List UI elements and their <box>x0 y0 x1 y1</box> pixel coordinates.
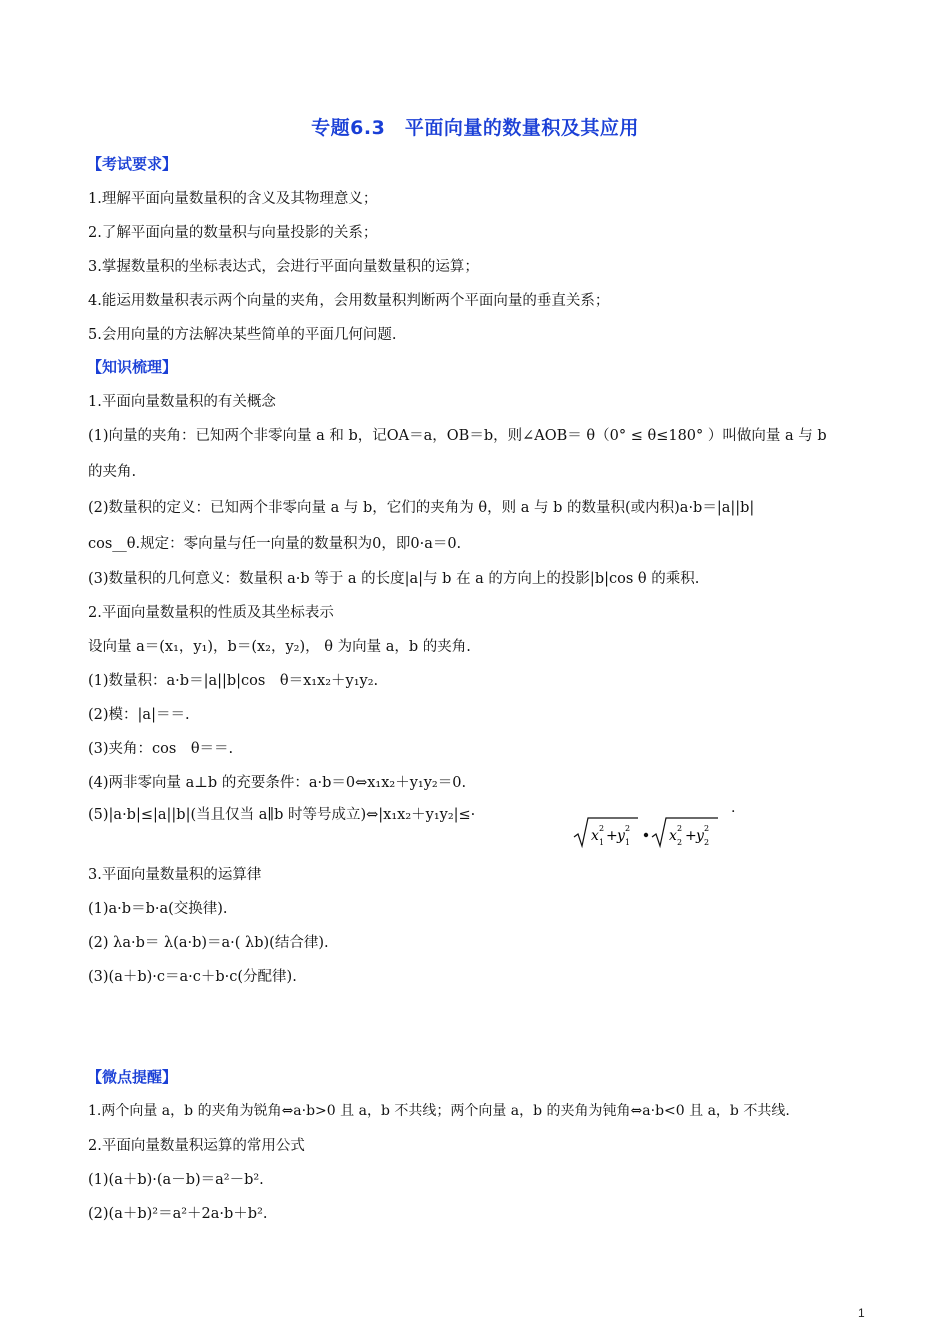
svg-text:2: 2 <box>599 824 605 833</box>
svg-text:2: 2 <box>677 838 683 847</box>
knowledge-line: 2.平面向量数量积的性质及其坐标表示 <box>88 605 334 621</box>
knowledge-line: (5)|a·b|≤|a||b|(当且仅当 a∥b 时等号成立)⇔|x₁x₂＋y₁y₂|≤· <box>88 807 476 823</box>
exam-item-2: 2.了解平面向量的数量积与向量投影的关系； <box>88 225 378 241</box>
svg-text:+: + <box>606 828 618 844</box>
tips-line: (2)(a＋b)²＝a²＋2a·b＋b². <box>88 1206 268 1222</box>
knowledge-line: (1)数量积：a·b＝|a||b|cos θ＝x₁x₂＋y₁y₂. <box>88 673 379 689</box>
knowledge-line: cos__θ.规定：零向量与任一向量的数量积为0，即0·a＝0. <box>88 536 462 552</box>
svg-text:2: 2 <box>704 838 710 847</box>
knowledge-line: 设向量 a＝(x₁，y₁)，b＝(x₂，y₂)， θ 为向量 a，b 的夹角. <box>88 639 471 655</box>
svg-text:y: y <box>617 828 625 844</box>
tips-line: 2.平面向量数量积运算的常用公式 <box>88 1138 305 1154</box>
knowledge-line: 的夹角. <box>88 464 137 480</box>
knowledge-line: (3)数量积的几何意义：数量积 a·b 等于 a 的长度|a|与 b 在 a 的方向上的投影|b|cos θ 的乘积. <box>88 571 700 587</box>
svg-text:2: 2 <box>704 824 710 833</box>
knowledge-line: (4)两非零向量 a⊥b 的充要条件：a·b＝0⇔x₁x₂＋y₁y₂＝0. <box>88 775 467 791</box>
svg-text:x: x <box>591 828 599 844</box>
knowledge-line: (2)数量积的定义：已知两个非零向量 a 与 b，它们的夹角为 θ，则 a 与 b 的数量积(或内积)a·b＝|a||b| <box>88 500 755 516</box>
knowledge-line: (2) λa·b＝ λ(a·b)＝a·( λb)(结合律). <box>88 935 329 951</box>
sqrt-product-formula <box>572 815 730 849</box>
svg-text:2: 2 <box>625 824 631 833</box>
section-heading-exam: 【考试要求】 <box>87 155 178 173</box>
exam-item-4: 4.能运用数量积表示两个向量的夹角，会用数量积判断两个平面向量的垂直关系； <box>88 293 610 309</box>
page-title: 专题6.3 平面向量的数量积及其应用 <box>311 117 639 139</box>
svg-text:2: 2 <box>677 824 683 833</box>
knowledge-line: (3)(a＋b)·c＝a·c＋b·c(分配律). <box>88 969 297 985</box>
exam-item-5: 5.会用向量的方法解决某些简单的平面几何问题. <box>88 327 397 343</box>
svg-text:1: 1 <box>625 838 631 847</box>
section-heading-knowledge: 【知识梳理】 <box>87 358 178 376</box>
knowledge-line: (3)夹角：cos θ＝＝. <box>88 741 234 757</box>
exam-item-1: 1.理解平面向量数量积的含义及其物理意义； <box>88 191 378 207</box>
formula-period: . <box>731 800 736 816</box>
page-number: 1 <box>858 1306 865 1320</box>
tips-line: (1)(a＋b)·(a－b)＝a²－b². <box>88 1172 264 1188</box>
svg-text:1: 1 <box>599 838 605 847</box>
knowledge-line: (1)a·b＝b·a(交换律). <box>88 901 228 917</box>
svg-text:+: + <box>685 828 697 844</box>
knowledge-line: 1.平面向量数量积的有关概念 <box>88 394 276 410</box>
knowledge-line: 3.平面向量数量积的运算律 <box>88 867 262 883</box>
knowledge-line: (2)模：|a|＝＝. <box>88 707 190 723</box>
knowledge-line: (1)向量的夹角：已知两个非零向量 a 和 b，记OA＝a，OB＝b，则∠AOB＝ θ（0° ≤ θ≤180° ）叫做向量 a 与 b <box>88 428 827 444</box>
section-heading-tips: 【微点提醒】 <box>87 1068 178 1086</box>
tips-line: 1.两个向量 a，b 的夹角为锐角⇔a·b>0 且 a，b 不共线；两个向量 a，b 的夹角为钝角⇔a·b<0 且 a，b 不共线. <box>88 1103 790 1119</box>
svg-text:y: y <box>696 828 704 844</box>
exam-item-3: 3.掌握数量积的坐标表达式，会进行平面向量数量积的运算； <box>88 259 479 275</box>
svg-text:x: x <box>669 828 677 844</box>
